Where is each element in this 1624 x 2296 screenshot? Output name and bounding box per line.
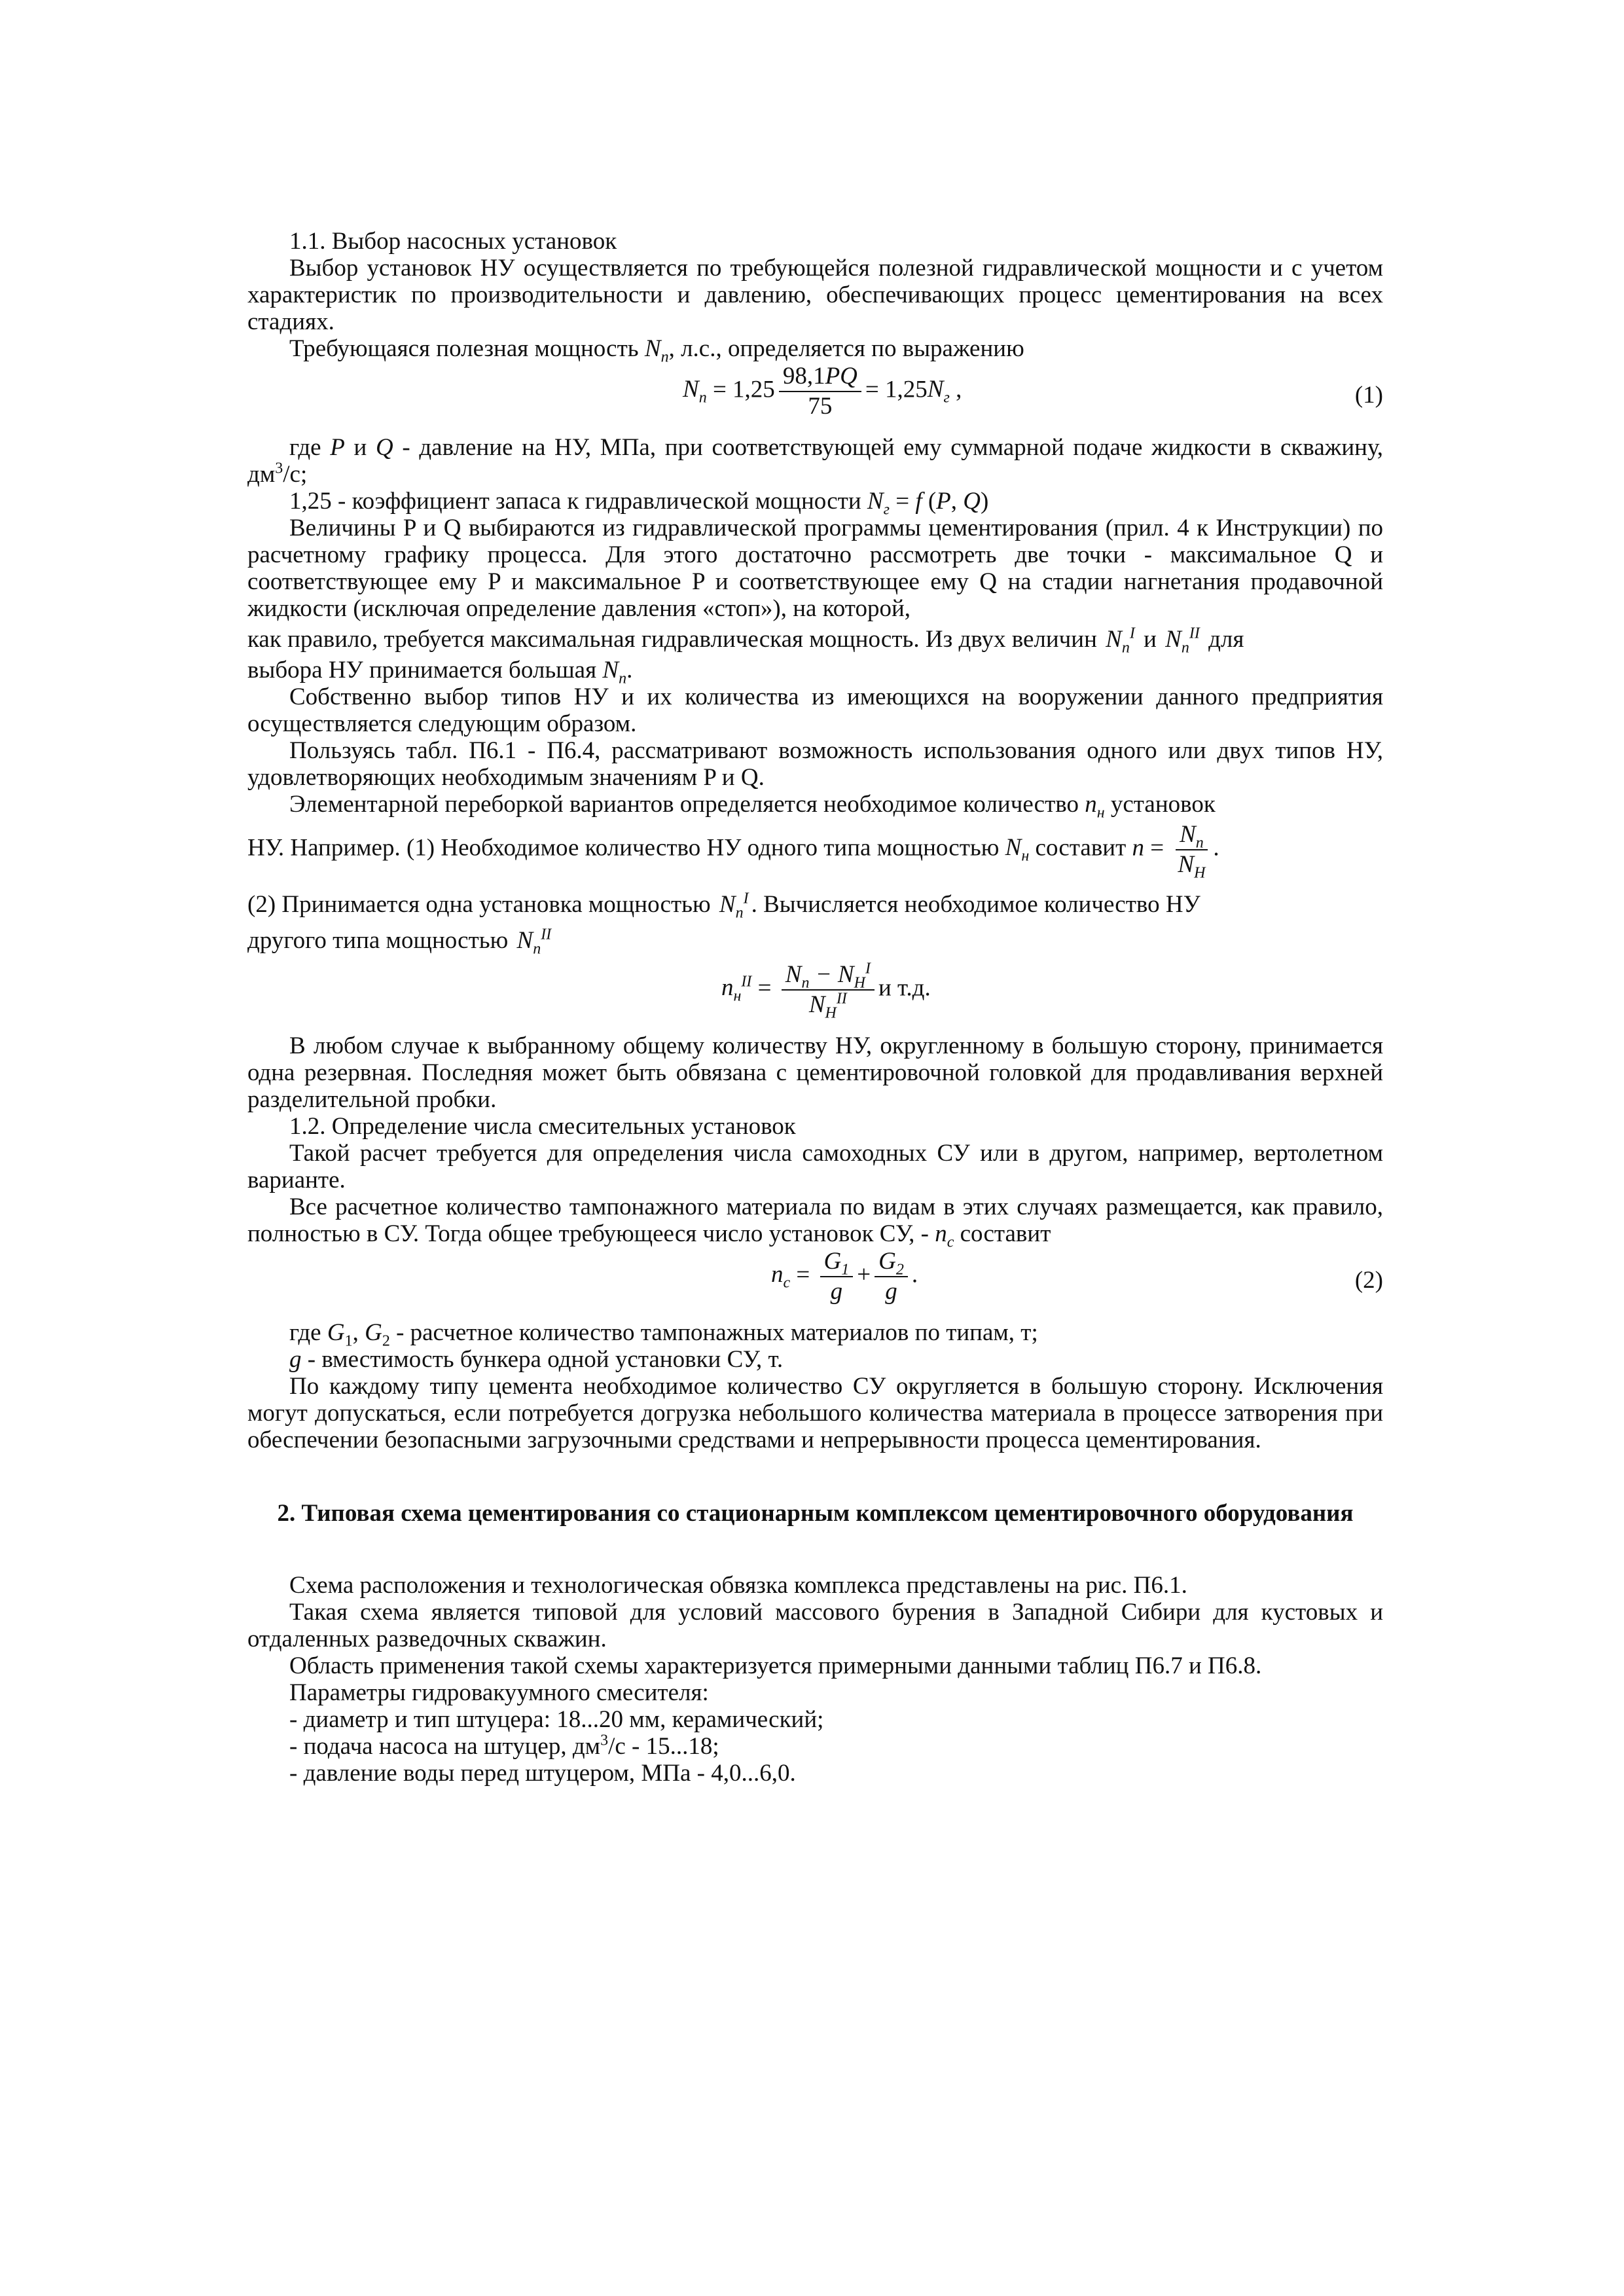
paragraph: Собственно выбор типов НУ и их количества из имеющихся на вооружении данного предприятия осуществляется следующим образом.	[247, 683, 1383, 737]
list-item: - подача насоса на штуцер, $дм^3/с - 15...18$;	[289, 1732, 719, 1760]
section-2-heading: 2. Типовая схема цементирования со стационарным комплексом цементировочного оборудования	[277, 1500, 1354, 1527]
paragraph: Такой расчет требуется для определения числа самоходных СУ или в другом, например, вертолетном варианте.	[247, 1140, 1383, 1194]
paragraph: Величины P и Q выбираются из гидравлической программы цементирования (прил. 4 к Инструкции) по расчетному графику процесса. Для этого достаточно рассмотреть две точки - максимальное Q и соответствующее ему P и максимальное P и соответствующее ему Q на стадии нагнетания продавочной жидкости (исключая определение давления «стоп»), на которой,	[247, 515, 1383, 622]
paragraph: Выбор установок НУ осуществляется по требующейся полезной гидравлической мощности и с учетом характеристик по производительности и давлению, обеспечивающих процесс цементирования на всех стадиях.	[247, 255, 1383, 335]
document-page	[247, 228, 1383, 1787]
paragraph: 1,25 - коэффициент запаса к гидравлической мощности $N_г = f$ (P, Q)	[289, 488, 989, 519]
paragraph: В любом случае к выбранному общему количеству НУ, округленному в большую сторону, принимается одна резервная. Последняя может быть обвязана с цементировочной головкой для продавливания верхней разделительной пробки.	[247, 1032, 1383, 1113]
paragraph: Такая схема является типовой для условий массового бурения в Западной Сибири для кустовых и отдаленных разведочных скважин.	[247, 1599, 1383, 1652]
paragraph-continued: как правило, требуется максимальная гидравлическая мощность. Из двух величин $N_п^I$ и $N_п^{II}$ для	[247, 625, 1244, 657]
paragraph: Параметры гидровакуумного смесителя:	[289, 1679, 709, 1706]
paragraph-continued: другого типа мощностью $N_п^{II}$	[247, 926, 552, 958]
paragraph: Схема расположения и технологическая обвязка комплекса представлены на рис. П6.1.	[289, 1572, 1187, 1599]
equation-2: $n_c$ = $\frac{G_1}{g}$ + $\frac{G_2}{g}$ . (2)	[771, 1248, 1383, 1305]
paragraph: Область применения такой схемы характеризуется примерными данными таблиц П6.7 и П6.8.	[289, 1652, 1262, 1679]
equation-number: (1)	[1354, 382, 1383, 409]
equation-1: $N_п = 1,25$ $\frac{98,1PQ}{75}$ = $1,25N_г$ , (1)	[683, 363, 1383, 420]
paragraph: где $G_1$, $G_2$ - расчетное количество тампонажных материалов по типам, т;	[289, 1319, 1038, 1350]
paragraph: Требующаяся полезная мощность $N_п$, л.с., определяется по выражению	[289, 335, 1024, 366]
list-item: - давление воды перед штуцером, МПа - 4,0...6,0.	[289, 1760, 796, 1787]
equation-3: $n_н^{II}$ = $\frac{N_п - N_Н^I}{N_Н^{II}}$ и т.д.	[721, 960, 931, 1022]
paragraph-continued: НУ. Например. (1) Необходимое количество НУ одного типа мощностью $N_н$ составит n = $\frac{N_п}{N_Н}$ .	[247, 821, 1219, 882]
paragraph: где P и Q - давление на НУ, МПа, при соответствующей ему суммарной подаче жидкости в скважину, $дм^3/с$;	[247, 434, 1384, 488]
list-item: - диаметр и тип штуцера: 18...20 мм, керамический;	[289, 1706, 824, 1733]
paragraph: Элементарной переборкой вариантов определяется необходимое количество $n_н$ установок	[289, 791, 1216, 822]
equation-number: (2)	[1354, 1267, 1383, 1294]
paragraph: (2) Принимается одна установка мощностью $N_п^I$ . Вычисляется необходимое количество НУ	[247, 890, 1200, 922]
paragraph-continued: выбора НУ принимается большая $N_п$.	[247, 657, 633, 687]
paragraph: g - вместимость бункера одной установки СУ, т.	[289, 1346, 784, 1373]
section-1-2-title: 1.2. Определение числа смесительных установок	[289, 1113, 796, 1140]
paragraph: По каждому типу цемента необходимое количество СУ округляется в большую сторону. Исключения могут допускаться, если потребуется догрузка небольшого количества материала в процессе затворения при обеспечении безопасными загрузочными средствами и непрерывности процесса цементирования.	[247, 1373, 1383, 1453]
section-1-1-title: 1.1. Выбор насосных установок	[289, 228, 617, 255]
paragraph: Пользуясь табл. П6.1 - П6.4, рассматривают возможность использования одного или двух типов НУ, удовлетворяющих необходимым значениям P и Q.	[247, 737, 1383, 791]
paragraph: Все расчетное количество тампонажного материала по видам в этих случаях размещается, как правило, полностью в СУ. Тогда общее требующееся число установок СУ, - $n_c$ составит	[247, 1194, 1383, 1251]
